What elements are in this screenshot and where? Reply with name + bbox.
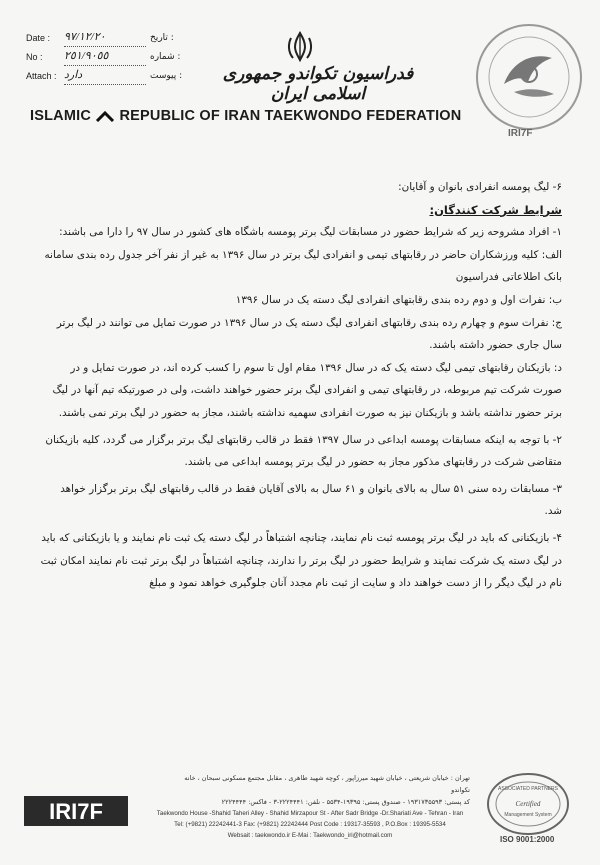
date-value: ٩٧/١٢/٢٠	[64, 28, 146, 47]
paragraph-a: الف: کلیه ورزشکاران حاضر در رقابتهای تیمی و انفرادی لیگ برتر در سال ۱۳۹۶ به غیر از نفر آخر جدول رده بندی سامانه بانک اطلاعاتی فدراسیون	[44, 248, 562, 284]
chevron-logo-icon	[95, 110, 115, 122]
attach-label-fa: پیوست :	[150, 70, 183, 81]
federation-name-en	[30, 108, 461, 124]
footer-logo	[24, 794, 128, 828]
federation-name-en-right: REPUBLIC OF IRAN TAEKWONDO FEDERATION	[119, 108, 462, 124]
iso-inner-bottom: Management System	[504, 812, 552, 818]
paragraph-d: د: بازیکنان رقابتهای تیمی لیگ دسته یک که در سال ۱۳۹۶ مقام اول تا سوم را کسب کرده اند، در صورت تمایل و در صورت شرکت تیم مربوطه، در رقابتهای تیمی و انفرادی لیگ برتر حضور خواهند داشت، ولی در صورتیکه تیم آنها در لیگ برتر حضور نداشته باشد و بازیکنان نیز به صورت انفرادی سهمیه نداشته باشند، مجاز به حضور در لیگ برتر نمی باشند.	[52, 361, 562, 419]
federation-seal-icon	[474, 22, 584, 132]
iso-inner-mid: Certified	[515, 800, 541, 808]
letter-body	[40, 176, 562, 595]
section-line: ۶- لیگ پومسه انفرادی بانوان و آقایان:	[398, 181, 562, 193]
federation-name-en-left: ISLAMIC	[30, 108, 92, 124]
iso-label: ISO 9001:2000	[500, 835, 555, 844]
number-label-fa: شماره :	[150, 51, 181, 62]
number-label: No :	[26, 51, 43, 62]
date-label-fa: تاریخ :	[150, 32, 174, 43]
conditions-title: شرایط شرکت کنندگان:	[429, 202, 562, 217]
attach-value: دارد	[64, 66, 146, 85]
paragraph-4: ۴- بازیکنانی که باید در لیگ برتر پومسه ثبت نام نمایند، چنانچه اشتباهاً در لیگ دسته یک ثبت نام نمایند و یا بازیکنانی که باید در لیگ دسته یک شرکت نمایند و شرایط حضور در لیگ برتر را ندارند، چنانچه اشتباهاً در لیگ برتر ثبت نام نمایند امکان ثبت نام در لیگ دیگر را از دست خواهند داد و سایت از ثبت نام مجدد آنان جلوگیری خواهد نمود و مبلغ	[40, 531, 562, 590]
letter-meta	[26, 28, 182, 85]
date-label: Date :	[26, 32, 51, 43]
number-row	[26, 47, 182, 66]
footer-line-1: Taekwondo House -Shahid Taheri Alley - Shahid Mirzapour St - After Sadr Bridge -Dr.Shariati Ave - Tehran - Iran	[156, 810, 464, 817]
footer-phones-line-fa: کد پستی: ۱۹۳۱۷۳۵۵۹۳ - صندوق پستی: ۱۹۳۹۵-۵۵۳۴ - نلفن: ۲۲۲۴۴۴۱-۳ - فاکس: ۲۲۲۴۴۴۴	[221, 798, 470, 806]
paragraph-c: ج: نفرات سوم و چهارم رده بندی رقابتهای انفرادی لیگ دسته یک در سال ۱۳۹۶ در صورت تمایل می توانند در لیگ برتر سال جاری حضور داشته باشند.	[56, 316, 562, 352]
footer-line-2: Tel: (+9821) 22242441-3 Fax: (+9821) 22242444 Post Code : 19317-35593 , P.O.Box : 19395-5534	[174, 821, 446, 828]
number-value: ٢٥١/٩٠٥٥	[64, 47, 146, 66]
attach-label: Attach :	[26, 70, 57, 81]
paragraph-2: ۲- با توجه به اینکه مسابقات پومسه ابداعی در سال ۱۳۹۷ فقط در قالب رقابتهای لیگ برتر برگزار می گردد، کلیه بازیکنان متقاضی شرکت در رقابتهای مذکور مجاز به حضور در لیگ برتر پومسه ابداعی می باشند.	[45, 433, 562, 469]
seal-label: IRI7F	[508, 128, 533, 139]
paragraph-b: ب: نفرات اول و دوم رده بندی رقابتهای انفرادی لیگ دسته یک در سال ۱۳۹۶	[235, 293, 562, 306]
iran-emblem-icon	[283, 30, 317, 64]
date-row	[26, 28, 182, 47]
footer-address-fa	[170, 772, 470, 808]
footer-logo-text: IRI7F	[49, 799, 103, 824]
footer-address-en	[140, 808, 480, 841]
federation-name-fa: فدراسیون تکواندو جمهوری اسلامی ایران	[222, 64, 414, 104]
attach-row	[26, 66, 182, 85]
paragraph-3: ۳- مسابقات رده سنی ۵۱ سال به بالای بانوان و ۶۱ سال به بالای آقایان فقط در قالب رقابتهای لیگ برتر برگزار خواهد شد.	[60, 482, 562, 518]
paragraph-1: ۱- افراد مشروحه زیر که شرایط حضور در مسابقات لیگ برتر پومسه باشگاه های کشور در سال ۹۷ را دارا می باشند:	[59, 226, 562, 239]
iso-inner-top: ASSOCIATED PARTNERS	[497, 786, 559, 792]
footer-line-3: Websait : taekwondo.ir E-Mai : Taekwondo_iri@hotmail.com	[227, 832, 393, 839]
iso-certification-seal-icon	[482, 768, 574, 840]
footer-address-line-fa: تهران : خیابان شریعتی ، خیابان شهید میرزاپور ، کوچه شهید طاهری ، مقابل مجتمع مسکونی سبحان ، خانه تکواندو	[184, 774, 470, 794]
